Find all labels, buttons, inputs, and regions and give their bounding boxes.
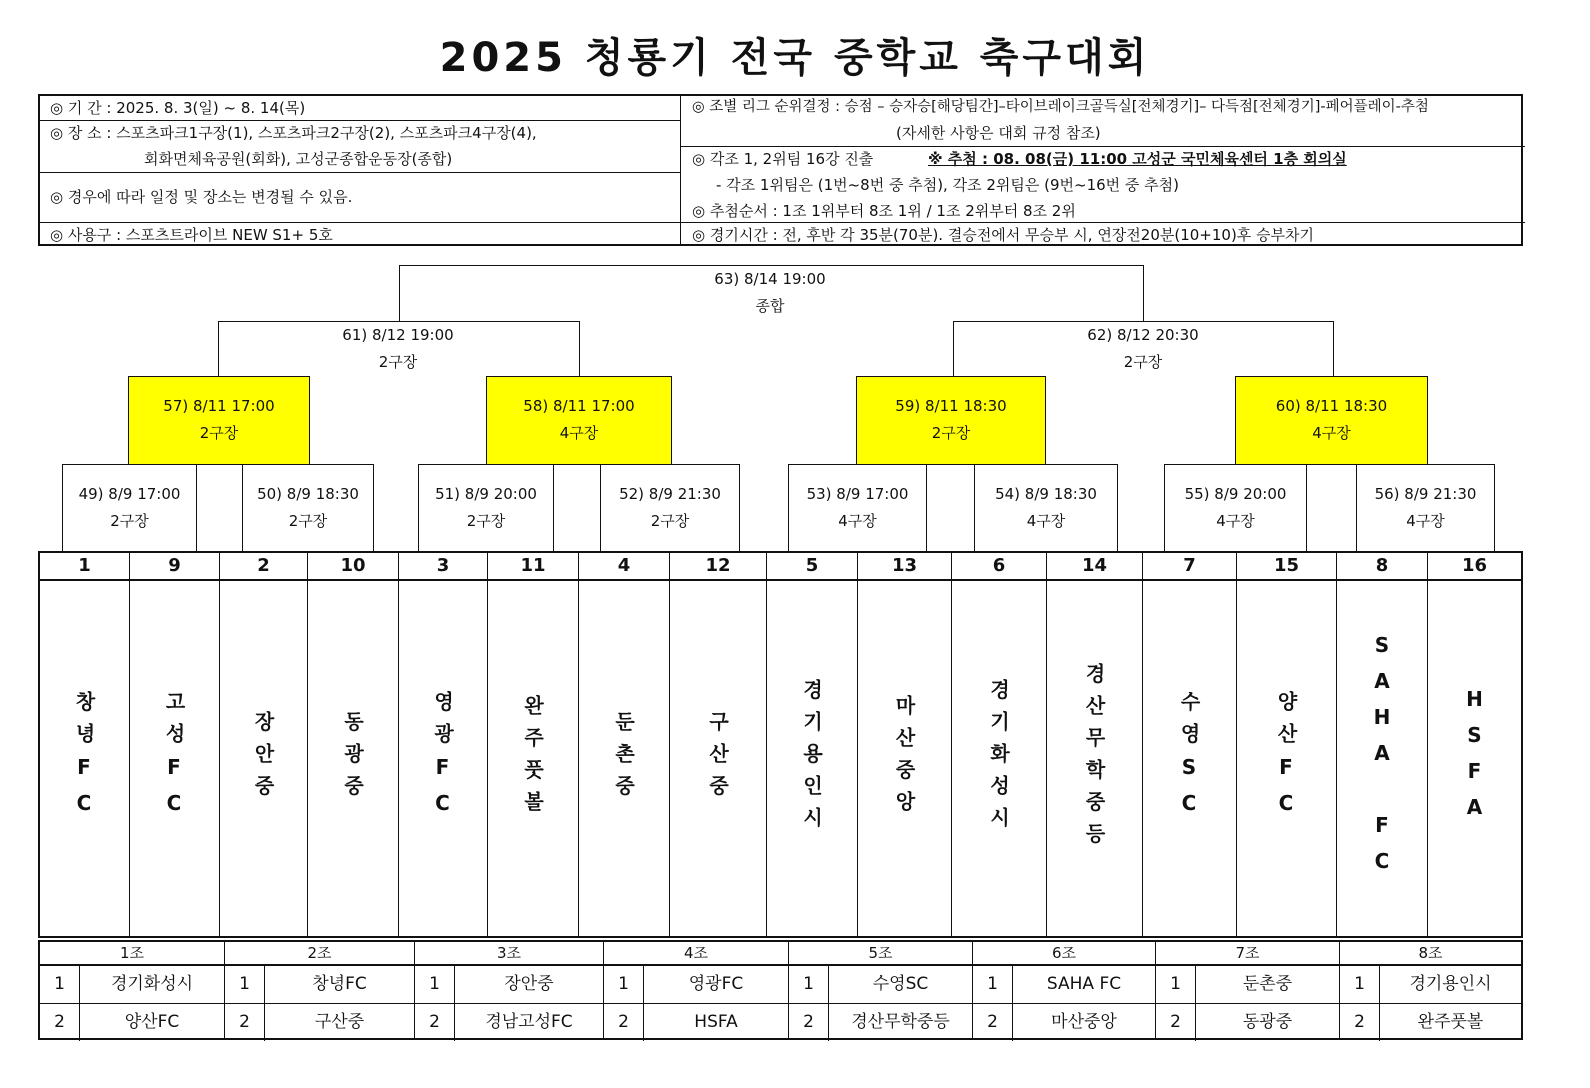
team-cell: 영광FC — [688, 974, 744, 994]
team-name: 경산무학중등 — [1082, 662, 1106, 855]
bracket-line — [1143, 265, 1144, 321]
quarter-match-time: 57) 8/11 17:00 — [163, 397, 275, 415]
team-name: SAHA FC — [1370, 632, 1394, 885]
team-column — [1428, 553, 1521, 936]
ranking-note: (자세한 사항은 대회 규정 참조) — [896, 124, 1101, 142]
rank-cell: 1 — [1340, 966, 1380, 1003]
rank-cell: 1 — [973, 966, 1013, 1003]
team-column — [308, 553, 399, 936]
quarter-match-4 — [1235, 376, 1428, 465]
r16-venue: 4구장 — [838, 512, 877, 530]
team-number: 16 — [1428, 553, 1521, 581]
group-name: 4조 — [604, 942, 788, 966]
group-column — [1156, 942, 1340, 1038]
team-name: 양산FC — [1274, 690, 1298, 827]
r16-match-time: 55) 8/9 20:00 — [1184, 485, 1287, 503]
final-match-time: 63) 8/14 19:00 — [714, 270, 826, 288]
group-name: 1조 — [40, 942, 224, 966]
group-column — [1340, 942, 1521, 1038]
team-name: 창녕FC — [72, 690, 96, 827]
ranking-text: ◎ 조별 리그 순위결정 : 승점 – 승자승[해당팀간]–타이브레이크골득실[전체경기]– 다득점[전체경기]-페어플레이-추첨 — [692, 99, 1429, 115]
team-number: 5 — [767, 553, 857, 581]
group-column — [40, 942, 225, 1038]
group-row — [789, 1004, 972, 1041]
quarter-venue: 2구장 — [199, 424, 239, 442]
rank-cell: 2 — [415, 1004, 455, 1041]
rank-cell: 2 — [1340, 1004, 1380, 1041]
rank-cell: 2 — [40, 1004, 80, 1041]
team-number: 2 — [220, 553, 307, 581]
team-name: 완주풋볼 — [520, 694, 545, 823]
semi-match-2 — [993, 322, 1293, 376]
team-column — [1337, 553, 1428, 936]
r16-venue: 4구장 — [1026, 512, 1066, 530]
team-number: 13 — [858, 553, 951, 581]
group-row — [225, 1004, 414, 1041]
team-number: 14 — [1047, 553, 1142, 581]
final-match — [620, 266, 920, 320]
rank-cell: 2 — [973, 1004, 1013, 1041]
venue-text: ◎ 장 소 : 스포츠파크1구장(1), 스포츠파크2구장(2), 스포츠파크4구장(4), — [50, 124, 537, 142]
team-name: 마산중앙 — [892, 694, 916, 823]
venue-text-2: 회화면체육공원(회화), 고성군종합운동장(종합) — [144, 150, 453, 168]
r16-venue: 2구장 — [110, 512, 149, 530]
bracket-line — [953, 321, 954, 377]
team-name: 경기화성시 — [986, 678, 1011, 839]
quarter-match-time: 60) 8/11 18:30 — [1275, 397, 1388, 415]
team-column — [220, 553, 308, 936]
bracket-line — [1333, 321, 1334, 377]
team-column — [579, 553, 670, 936]
group-row — [973, 1004, 1155, 1041]
bracket-line — [579, 321, 580, 377]
team-number: 11 — [488, 553, 578, 581]
draw-detail: - 각조 1위팀은 (1번~8번 중 추첨), 각조 2위팀은 (9번~16번 중 추첨) — [716, 176, 1180, 194]
group-row — [973, 966, 1155, 1004]
r16-venue: 2구장 — [288, 512, 328, 530]
quarter-match-time: 58) 8/11 17:00 — [523, 397, 635, 415]
r16-match-time: 51) 8/9 20:00 — [435, 485, 537, 503]
team-name: 장안중 — [251, 710, 275, 807]
draw-info: ※ 추첨 : 08. 08(금) 11:00 고성군 국민체육센터 1층 회의실 — [928, 150, 1347, 168]
group-column — [415, 942, 604, 1038]
r16-match-4 — [600, 464, 740, 552]
team-name: 경기용인시 — [799, 678, 824, 839]
r16-match-5 — [788, 464, 927, 552]
period-text: ◎ 기 간 : 2025. 8. 3(일) ~ 8. 14(목) — [50, 99, 306, 117]
info-rule — [40, 172, 680, 173]
r16-match-2 — [242, 464, 374, 552]
group-row — [1340, 1004, 1521, 1041]
r16-match-7 — [1164, 464, 1307, 552]
semi-venue: 2구장 — [378, 353, 418, 371]
team-name: 수영SC — [1177, 690, 1201, 827]
team-name: 영광FC — [430, 690, 455, 827]
team-column — [1143, 553, 1237, 936]
draw-order: ◎ 추첨순서 : 1조 1위부터 8조 1위 / 1조 2위부터 8조 2위 — [692, 202, 1076, 220]
r16-match-time: 50) 8/9 18:30 — [257, 485, 359, 503]
team-number: 8 — [1337, 553, 1427, 581]
rank-cell: 1 — [1156, 966, 1196, 1003]
team-column — [858, 553, 952, 936]
team-column — [1047, 553, 1143, 936]
team-name: 동광중 — [340, 710, 365, 807]
team-number: 6 — [952, 553, 1046, 581]
notice-text: ◎ 경우에 따라 일정 및 장소는 변경될 수 있음. — [50, 188, 353, 206]
r16-match-1 — [62, 464, 197, 552]
team-name: HSFA — [1462, 686, 1487, 831]
group-row — [1340, 966, 1521, 1004]
team-cell: 경남고성FC — [485, 1012, 573, 1032]
team-number: 4 — [579, 553, 669, 581]
info-rule — [680, 222, 1525, 223]
team-cell: 마산중앙 — [1051, 1012, 1117, 1032]
team-cell: 창녕FC — [312, 974, 367, 994]
group-column — [789, 942, 973, 1038]
r16-venue: 4구장 — [1406, 512, 1445, 530]
team-cell: HSFA — [694, 1012, 738, 1032]
group-column — [604, 942, 789, 1038]
info-rule — [680, 146, 1525, 147]
team-name: 고성FC — [162, 690, 186, 827]
r16-match-3 — [418, 464, 554, 552]
team-cell: 장안중 — [504, 974, 554, 994]
group-name: 5조 — [789, 942, 972, 966]
quarter-match-3 — [856, 376, 1046, 465]
semi-venue: 2구장 — [1123, 353, 1163, 371]
group-column — [225, 942, 415, 1038]
quarter-venue: 4구장 — [559, 424, 599, 442]
rank-cell: 2 — [1156, 1004, 1196, 1041]
semi-match-time: 61) 8/12 19:00 — [342, 326, 454, 344]
team-column — [767, 553, 858, 936]
bracket-line — [399, 265, 400, 321]
group-row — [604, 1004, 788, 1041]
info-rule — [40, 120, 680, 121]
group-column — [973, 942, 1156, 1038]
quarter-venue: 2구장 — [931, 424, 971, 442]
team-cell: 완주풋볼 — [1417, 1012, 1484, 1032]
rank-cell: 1 — [604, 966, 644, 1003]
r16-match-6 — [974, 464, 1118, 552]
group-row — [1156, 966, 1339, 1004]
group-row — [40, 1004, 224, 1041]
rank-cell: 1 — [415, 966, 455, 1003]
team-number: 15 — [1237, 553, 1336, 581]
final-venue: 종합 — [755, 297, 785, 315]
team-number: 7 — [1143, 553, 1236, 581]
team-name: 둔촌중 — [611, 710, 636, 807]
team-cell: SAHA FC — [1046, 974, 1122, 994]
rank-cell: 2 — [789, 1004, 829, 1041]
team-cell: 구산중 — [314, 1012, 365, 1032]
group-name: 2조 — [225, 942, 414, 966]
group-row — [604, 966, 788, 1004]
team-number: 12 — [670, 553, 766, 581]
r16-match-time: 53) 8/9 17:00 — [806, 485, 909, 503]
rank-cell: 1 — [225, 966, 265, 1003]
team-column — [488, 553, 579, 936]
group-name: 6조 — [973, 942, 1155, 966]
team-cell: 수영SC — [872, 974, 929, 994]
info-rule — [40, 222, 680, 223]
team-column — [40, 553, 130, 936]
team-number: 1 — [40, 553, 129, 581]
team-column — [952, 553, 1047, 936]
bracket-line — [218, 321, 219, 377]
r16-venue: 2구장 — [650, 512, 690, 530]
team-column — [399, 553, 488, 936]
team-cell: 경기화성시 — [110, 974, 194, 994]
groups-table — [38, 940, 1523, 1040]
team-number: 9 — [130, 553, 219, 581]
group-name: 7조 — [1156, 942, 1339, 966]
r16-venue: 2구장 — [466, 512, 506, 530]
group-name: 3조 — [415, 942, 603, 966]
rank-cell: 1 — [789, 966, 829, 1003]
quarter-match-1 — [128, 376, 310, 465]
semi-match-time: 62) 8/12 20:30 — [1087, 326, 1199, 344]
team-cell: 동광중 — [1242, 1012, 1293, 1032]
group-row — [789, 966, 972, 1004]
semi-match-1 — [248, 322, 548, 376]
page-title: 2025 청룡기 전국 중학교 축구대회 — [439, 35, 1151, 81]
ball-text: ◎ 사용구 : 스포츠트라이브 NEW S1+ 5호 — [50, 226, 333, 244]
rank-cell: 1 — [40, 966, 80, 1003]
r16-match-8 — [1356, 464, 1495, 552]
info-box — [38, 94, 1523, 246]
r16-venue: 4구장 — [1216, 512, 1255, 530]
r16-match-time: 49) 8/9 17:00 — [78, 485, 181, 503]
rank-cell: 2 — [604, 1004, 644, 1041]
team-cell: 경산무학중등 — [851, 1012, 950, 1032]
group-row — [1156, 1004, 1339, 1041]
team-cell: 양산FC — [124, 1012, 180, 1032]
group-row — [415, 966, 603, 1004]
match-time: ◎ 경기시간 : 전, 후반 각 35분(70분). 결승전에서 무승부 시, 연장전20분(10+10)후 승부차기 — [692, 226, 1315, 244]
team-number: 10 — [308, 553, 398, 581]
group-name: 8조 — [1340, 942, 1521, 966]
team-cell: 경기용인시 — [1409, 974, 1492, 994]
quarter-match-2 — [486, 376, 672, 465]
r16-match-time: 54) 8/9 18:30 — [995, 485, 1097, 503]
rank-cell: 2 — [225, 1004, 265, 1041]
group-row — [40, 966, 224, 1004]
group-row — [225, 966, 414, 1004]
r16-match-time: 56) 8/9 21:30 — [1374, 485, 1477, 503]
team-name: 구산중 — [705, 710, 730, 807]
quarter-match-time: 59) 8/11 18:30 — [895, 397, 1007, 415]
team-cell: 둔촌중 — [1242, 974, 1293, 994]
team-number: 3 — [399, 553, 487, 581]
quarter-venue: 4구장 — [1312, 424, 1351, 442]
group-row — [415, 1004, 603, 1041]
team-column — [1237, 553, 1337, 936]
r16-match-time: 52) 8/9 21:30 — [619, 485, 721, 503]
team-column — [670, 553, 767, 936]
advance-text: ◎ 각조 1, 2위팀 16강 진출 — [692, 150, 874, 168]
teams-table — [38, 551, 1523, 938]
team-column — [130, 553, 220, 936]
